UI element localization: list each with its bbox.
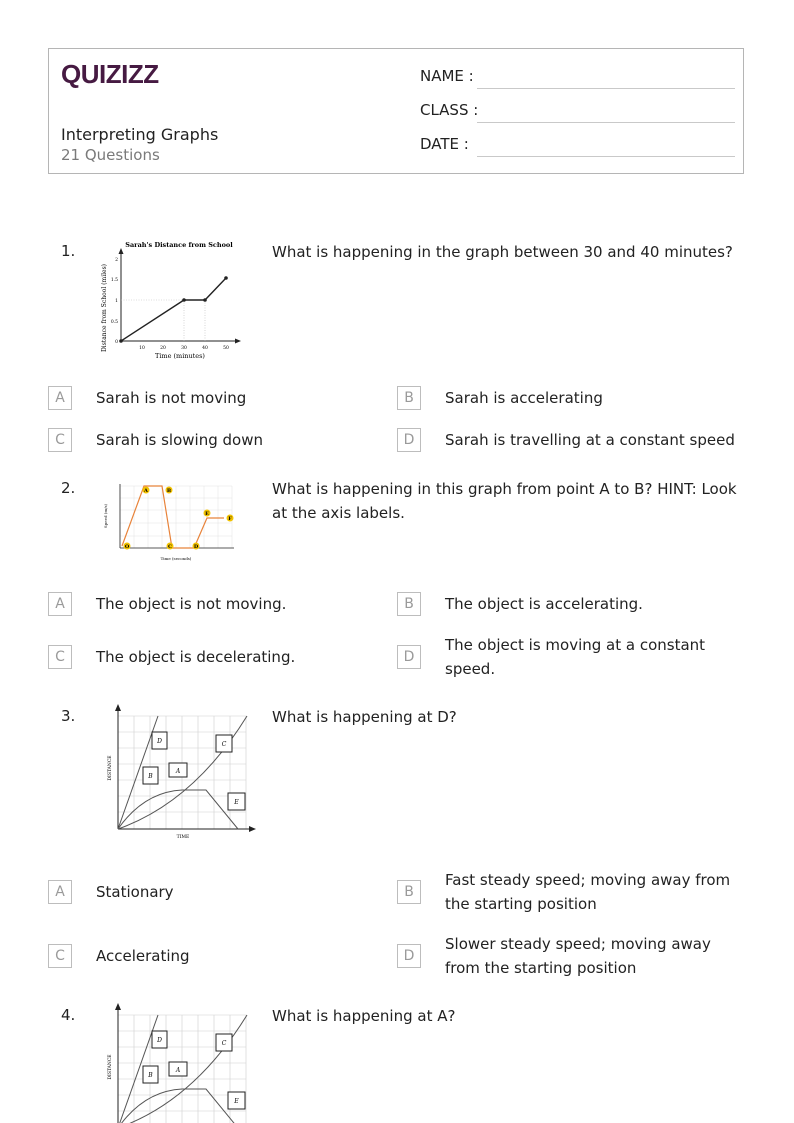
- point-label: E: [205, 511, 209, 517]
- distance-time-graph: [104, 702, 260, 842]
- graph-title: Sarah's Distance from School: [125, 241, 233, 249]
- class-line[interactable]: [477, 122, 735, 123]
- distance-line: [121, 278, 226, 341]
- option-text: Accelerating: [96, 947, 190, 965]
- option-letter: C: [48, 944, 72, 968]
- option-letter: A: [48, 592, 72, 616]
- graph-ylabel: DISTANCE: [108, 1054, 113, 1080]
- graph-ylabel: Speed (m/s): [103, 503, 108, 529]
- question-text: What is happening in the graph between 30 and 40 minutes?: [272, 243, 733, 261]
- point-label: A: [144, 488, 148, 494]
- date-line[interactable]: [477, 156, 735, 157]
- x-tick: 20: [160, 346, 166, 351]
- date-label: DATE :: [420, 135, 469, 153]
- graph-label: E: [234, 799, 239, 806]
- speed-line: [122, 486, 224, 548]
- graph-ylabel: Distance from School (miles): [101, 263, 108, 353]
- name-label: NAME :: [420, 67, 474, 85]
- option-text: Sarah is not moving: [96, 389, 247, 407]
- class-label: CLASS :: [420, 101, 479, 119]
- sarah-distance-graph: [96, 238, 246, 362]
- point-label: F: [228, 516, 232, 522]
- option-text: Sarah is slowing down: [96, 431, 263, 449]
- point-label: D: [193, 544, 199, 550]
- option-text: The object is moving at a constant speed.: [445, 636, 706, 678]
- y-tick: 1: [115, 299, 118, 304]
- option-text: Sarah is accelerating: [445, 389, 603, 407]
- quizizz-logo: QUIZIZZ: [61, 59, 159, 89]
- graph-xlabel: TIME: [176, 835, 190, 840]
- x-tick: 50: [223, 346, 229, 351]
- question-count: 21 Questions: [61, 146, 160, 164]
- option-letter: B: [397, 386, 421, 410]
- graph-label: D: [157, 738, 162, 745]
- option-letter: A: [48, 386, 72, 410]
- question-number: 3.: [61, 707, 76, 725]
- y-tick: 0: [115, 340, 118, 345]
- date-field[interactable]: [420, 135, 735, 159]
- distance-time-graph: [104, 1001, 260, 1123]
- graph-label: B: [148, 773, 153, 780]
- option-text: The object is decelerating.: [96, 648, 296, 666]
- option-letter: C: [48, 645, 72, 669]
- graph-label: C: [221, 741, 227, 748]
- class-field[interactable]: [420, 101, 735, 125]
- name-field[interactable]: [420, 67, 735, 91]
- worksheet-title: Interpreting Graphs: [61, 125, 219, 144]
- option-text: Sarah is travelling at a constant speed: [445, 431, 735, 449]
- x-tick: 30: [181, 346, 187, 351]
- question-text: What is happening at A?: [272, 1007, 456, 1025]
- option-letter: A: [48, 880, 72, 904]
- point-label: B: [166, 488, 172, 494]
- question-text: What is happening at D?: [272, 708, 457, 726]
- graph-label: A: [175, 1067, 181, 1074]
- option-letter: D: [397, 944, 421, 968]
- option-text: Slower steady speed; moving away from the starting position: [445, 935, 711, 977]
- point-label: O: [124, 544, 130, 550]
- x-tick: 40: [202, 346, 208, 351]
- y-tick: 0.5: [110, 320, 118, 325]
- option-text: The object is not moving.: [96, 595, 287, 613]
- x-tick: 10: [139, 346, 145, 351]
- option-letter: D: [397, 428, 421, 452]
- option-letter: B: [397, 592, 421, 616]
- y-tick: 1.5: [110, 278, 118, 283]
- graph-xlabel: Time (seconds): [160, 556, 192, 561]
- point-label: C: [168, 544, 172, 550]
- option-text: Stationary: [96, 883, 174, 901]
- graph-label: A: [175, 768, 181, 775]
- option-text: Fast steady speed; moving away from the starting position: [445, 871, 731, 913]
- option-text: The object is accelerating.: [445, 595, 643, 613]
- question-number: 2.: [61, 479, 76, 497]
- worksheet-header: [48, 48, 744, 174]
- graph-label: E: [234, 1098, 239, 1105]
- graph-ylabel: DISTANCE: [108, 755, 113, 781]
- graph-label: B: [148, 1072, 153, 1079]
- graph-label: D: [157, 1037, 162, 1044]
- question-text: What is happening in this graph from point A to B? HINT: Look at the axis labels.: [272, 480, 737, 522]
- question-number: 1.: [61, 242, 76, 260]
- option-letter: B: [397, 880, 421, 904]
- graph-xlabel: Time (minutes): [155, 352, 205, 360]
- question-number: 4.: [61, 1006, 76, 1024]
- speed-time-graph: [100, 478, 240, 564]
- name-line[interactable]: [477, 88, 735, 89]
- graph-label: C: [221, 1040, 227, 1047]
- option-letter: D: [397, 645, 421, 669]
- option-letter: C: [48, 428, 72, 452]
- y-tick: 2: [115, 258, 118, 263]
